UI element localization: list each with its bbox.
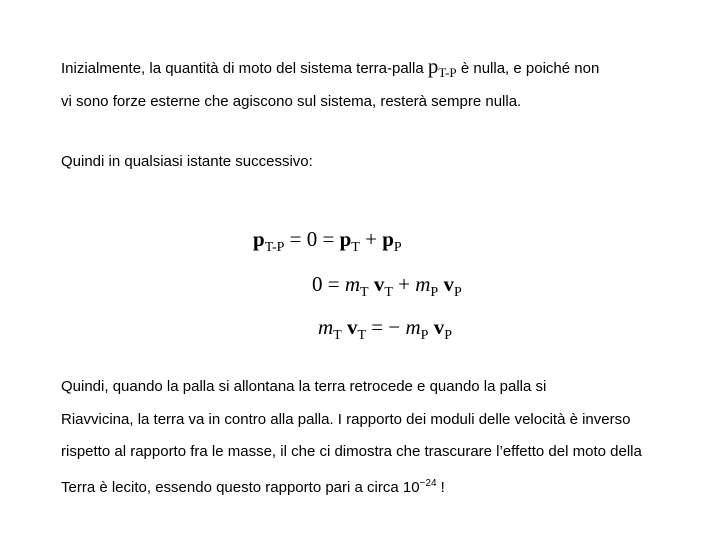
eq1-plus: + bbox=[359, 227, 383, 251]
eq1-p: p bbox=[253, 227, 265, 251]
eq3-vp: v bbox=[428, 315, 445, 339]
conclusion-line-1: Quindi, quando la palla si allontana la terra retrocede e quando la palla si bbox=[61, 378, 547, 395]
eq3-sub-vt: T bbox=[357, 328, 367, 343]
power-base: 10 bbox=[402, 479, 420, 496]
eq3-sub-mp: P bbox=[420, 328, 429, 343]
eq2-sub-mp: P bbox=[430, 285, 439, 300]
conclusion-line-3: rispetto al rapporto fra le masse, il che ci dimostra che trascurare l’effetto del moto della bbox=[61, 443, 642, 460]
conclusion-line-4-tail: ! bbox=[436, 479, 445, 496]
intro-text: Inizialmente, la quantità di moto del sistema terra-palla bbox=[61, 60, 428, 77]
power-exponent: −24 bbox=[419, 478, 437, 489]
eq2-plus: + bbox=[392, 272, 416, 296]
eq3-sub-mt: T bbox=[333, 328, 342, 343]
momentum-subscript: T-P bbox=[438, 65, 457, 80]
eq1-sub-tp: T-P bbox=[264, 240, 285, 255]
transition-line: Quindi in qualsiasi istante successivo: bbox=[61, 153, 313, 170]
equation-3 bbox=[318, 314, 452, 349]
eq3-sub-vp: P bbox=[444, 328, 452, 343]
intro-tail: è nulla, e poiché non bbox=[456, 60, 600, 77]
eq2-sub-mt: T bbox=[360, 285, 369, 300]
conclusion-line-4 bbox=[61, 474, 445, 498]
eq2-sub-vp: P bbox=[453, 285, 462, 300]
intro-line-1 bbox=[61, 56, 599, 83]
eq2-mp: m bbox=[415, 272, 431, 296]
intro-line-2: vi sono forze esterne che agiscono sul sistema, resterà sempre nulla. bbox=[61, 93, 522, 110]
eq1-pt: p bbox=[339, 227, 352, 251]
eq3-mt: m bbox=[318, 315, 334, 339]
equation-2 bbox=[312, 271, 462, 306]
eq2-sub-vt: T bbox=[384, 285, 393, 300]
eq3-vt: v bbox=[341, 315, 358, 339]
momentum-symbol: p bbox=[427, 54, 439, 78]
eq3-mp: m bbox=[405, 315, 421, 339]
eq2-mt: m bbox=[344, 272, 361, 296]
conclusion-line-2: Riavvicina, la terra va in contro alla palla. I rapporto dei moduli delle velocità è inverso bbox=[61, 411, 631, 428]
equation-1 bbox=[253, 226, 402, 261]
eq1-sub-t: T bbox=[351, 240, 360, 255]
eq1-mid: = 0 = bbox=[284, 227, 340, 251]
eq1-sub-p: P bbox=[393, 240, 402, 255]
eq1-pp: p bbox=[382, 227, 394, 251]
eq2-vp: v bbox=[438, 272, 454, 296]
eq3-mid: = − bbox=[366, 315, 406, 339]
eq2-vt: v bbox=[368, 272, 385, 296]
conclusion-line-4-text: Terra è lecito, essendo questo rapporto pari a circa bbox=[61, 479, 403, 496]
eq2-lhs: 0 = bbox=[312, 272, 345, 296]
